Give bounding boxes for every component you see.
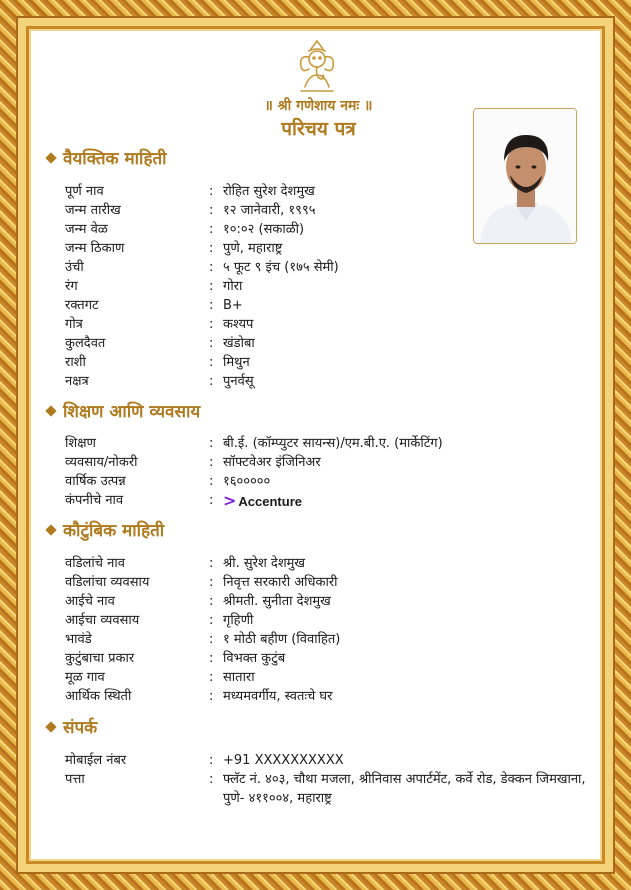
field-value: B+ — [223, 298, 243, 313]
field-value: खंडोबा — [223, 336, 255, 351]
field-value: कश्यप — [223, 317, 254, 332]
field-value: गोरा — [223, 279, 243, 294]
diamond-bullet-icon — [45, 405, 56, 416]
diamond-bullet-icon — [45, 721, 56, 732]
field-value: रोहित सुरेश देशमुख — [223, 184, 315, 199]
biodata-page: ॥ श्री गणेशाय नमः ॥ परिचय पत्र वैयक्तिक माहिती पूर्ण नाव : रोहित सुरेश देशमुख जन्म तारीख : १२ जानेवारी, १९९५ जन्म वेळ : १०:०२ (सकाळी) जन्म ठिकाण : पुणे, महाराष्ट्र उंची : ५ फूट ९ इंच (१७५ सेमी) रंग : गोरा रक्तगट : B+ गोत्र : कश्यप कुलदैवत : खंडोबा राशी : मिथुन नक्षत्र : पुनर्वसू शिक्षण आणि व्यवसाय शिक्षण : बी.ई. (कॉम्प्युटर सायन्स)/एम.बी.ए. (मार्केटिंग) व्यवसाय/नोकरी : सॉफ्टवेअर इंजिनिअर वार्षिक उत्पन्न : १६००००० कंपनीचे नाव : > Accenture कौटुंबिक माहिती वडिलांचे नाव : श्री. सुरेश देशमुख वडिलांचा व्यवसाय : निवृत्त सरकारी अधिकारी आईचे नाव : श्रीमती. सुनीता देशमुख आईचा व्यवसाय : गृहिणी भावंडे : १ मोठी बहीण (विवाहित) कुटुंबाचा प्रकार : विभक्त कुटुंब मूळ गाव : सातारा आर्थिक स्थिती : मध्यमवर्गीय, स्वतःचे घर संपर्क मोबाईल नंबर : +91 XXXXXXXXXX पत्ता : फ्लॅट नं. ४०३, चौथा मजला, श्रीनिवास अपार्टमेंट, कर्वे रोड, डेक्कन जिमखाना, पुणे- ४११००४, महाराष्ट्र — [26, 26, 605, 864]
field-label: कुलदैवत — [65, 336, 106, 351]
field-value: विभक्त कुटुंब — [223, 651, 286, 666]
field-label: वडिलांचे नाव — [65, 556, 125, 571]
field-label: मूळ गाव — [65, 670, 105, 685]
field-label: रक्तगट — [65, 298, 99, 313]
field-value: १ मोठी बहीण (विवाहित) — [223, 632, 341, 647]
field-label: वडिलांचा व्यवसाय — [65, 575, 150, 590]
shloka-text: ॥ श्री गणेशाय नमः ॥ — [264, 98, 373, 114]
field-value: श्रीमती. सुनीता देशमुख — [223, 594, 331, 609]
field-label: व्यवसाय/नोकरी — [65, 455, 138, 470]
field-label: भावंडे — [65, 632, 92, 647]
field-value: मिथुन — [223, 355, 250, 370]
company-value — [223, 491, 595, 512]
field-label: रंग — [65, 279, 78, 294]
field-value: पुणे, महाराष्ट्र — [223, 241, 283, 256]
field-label: वार्षिक उत्पन्न — [65, 474, 126, 489]
field-label: जन्म वेळ — [65, 222, 108, 237]
field-value: ५ फूट ९ इंच (१७५ सेमी) — [223, 260, 339, 275]
field-label: नक्षत्र — [65, 374, 89, 389]
field-value: श्री. सुरेश देशमुख — [223, 556, 306, 571]
field-value: गृहिणी — [223, 613, 254, 628]
section-heading-contact: संपर्क — [47, 715, 97, 738]
field-value: फ्लॅट नं. ४०३, चौथा मजला, श्रीनिवास अपार्टमेंट, कर्वे रोड, डेक्कन जिमखाना, पुणे- ४११००४, महाराष्ट्र — [223, 772, 586, 806]
field-value: पुनर्वसू — [223, 374, 254, 389]
field-value: १६००००० — [223, 474, 271, 489]
section-heading-personal: वैयक्तिक माहिती — [47, 146, 167, 169]
field-label: आर्थिक स्थिती — [65, 689, 132, 704]
field-label: शिक्षण — [65, 436, 96, 451]
field-value: १२ जानेवारी, १९९५ — [223, 203, 316, 218]
field-label: पूर्ण नाव — [65, 184, 104, 199]
field-value: १०:०२ (सकाळी) — [223, 222, 305, 237]
field-label: गोत्र — [65, 317, 83, 332]
field-value: सॉफ्टवेअर इंजिनिअर — [223, 455, 321, 470]
document-title: परिचय पत्र — [281, 118, 356, 140]
field-label: उंची — [65, 260, 84, 275]
diamond-bullet-icon — [45, 152, 56, 163]
diamond-bullet-icon — [45, 524, 56, 535]
field-label: कुटुंबाचा प्रकार — [65, 651, 135, 666]
field-label: राशी — [65, 355, 86, 370]
field-label: आईचा व्यवसाय — [65, 613, 140, 628]
field-label: जन्म ठिकाण — [65, 241, 125, 256]
field-label: कंपनीचे नाव — [65, 493, 124, 508]
ganesha-icon — [295, 39, 339, 95]
field-value: बी.ई. (कॉम्प्युटर सायन्स)/एम.बी.ए. (मार्केटिंग) — [223, 436, 443, 451]
section-heading-education: शिक्षण आणि व्यवसाय — [47, 399, 200, 422]
company-name: Accenture — [238, 494, 302, 509]
accenture-chevron-icon: > — [223, 491, 237, 510]
field-value: +91 XXXXXXXXXX — [223, 753, 344, 768]
section-heading-family: कौटुंबिक माहिती — [47, 518, 164, 541]
field-value: सातारा — [223, 670, 255, 685]
field-value: मध्यमवर्गीय, स्वतःचे घर — [223, 689, 333, 704]
field-label: आईचे नाव — [65, 594, 115, 609]
field-label: पत्ता — [65, 772, 85, 787]
field-label: जन्म तारीख — [65, 203, 121, 218]
field-label: मोबाईल नंबर — [65, 753, 127, 768]
field-value: निवृत्त सरकारी अधिकारी — [223, 575, 338, 590]
